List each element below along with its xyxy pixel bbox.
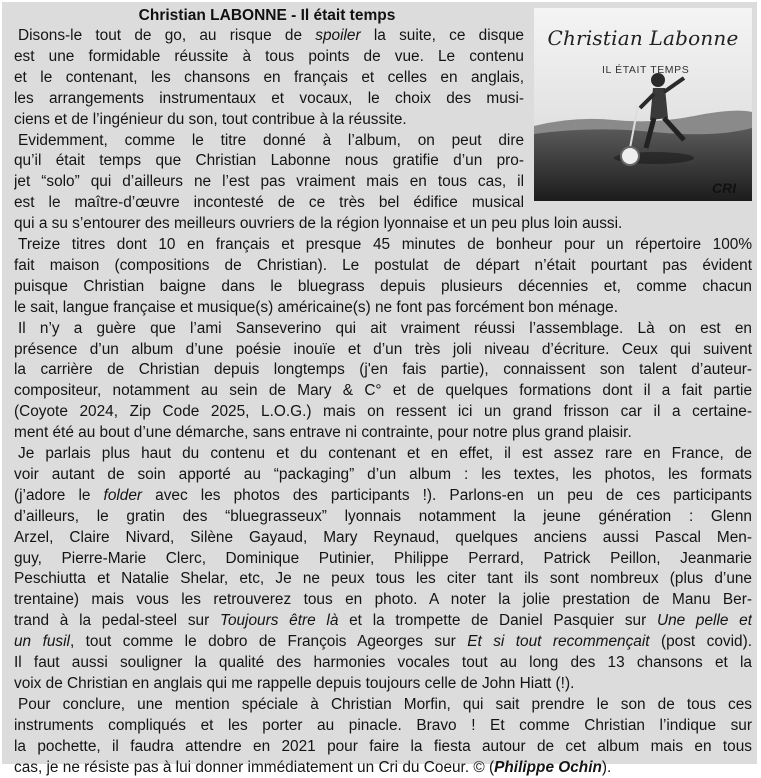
text-line: [14, 88, 524, 109]
text-run: le sait, langue française et musique(s) américaine(s) ne font pas forcément bon ménage.: [14, 298, 618, 316]
text-run: et la trompette de Daniel Pasquier sur: [338, 612, 657, 630]
text-run: (Coyote 2024, Zip Code 2025, L.O.G.) mais on ressent ici un grand frisson car il a certaine-: [14, 403, 752, 421]
text-line: [14, 548, 752, 569]
text-line: [14, 443, 752, 464]
text-line: [14, 46, 524, 67]
album-title: IL ÉTAIT TEMPS: [602, 64, 690, 76]
text-line: [14, 130, 524, 151]
text-line: [14, 673, 752, 694]
text-run: Disons-le tout de go, au risque de: [18, 27, 316, 44]
text-line: [14, 589, 752, 610]
text-run: Peschiutta et Natalie Shelar, etc, Je ne peux tous les citer tant ils sont nombreux (plus d’une: [14, 570, 752, 588]
text-line: [14, 67, 524, 88]
italic-text: Une pelle et: [656, 612, 752, 630]
text-run: avec les photos des participants !). Parlons-en un peu de ces participants: [142, 486, 752, 504]
italic-text: Toujours être là: [219, 612, 339, 630]
text-run: ciens et de l’ingénieur du son, tout contribue à la réussite.: [14, 110, 407, 128]
text-line: [14, 234, 752, 255]
text-line: [14, 736, 752, 757]
text-run: qu’il était temps que Christian Labonne nous gratifie d’un pro-: [14, 152, 524, 170]
text-run: qui a su s’entourer des meilleurs ouvriers de la région lyonnaise et un peu plus loin aussi.: [14, 215, 623, 233]
text-line: [14, 276, 752, 297]
text-run: et le contenant, les chansons en français et celles en anglais,: [14, 68, 524, 86]
text-line: [14, 109, 524, 130]
text-line: [14, 25, 524, 46]
text-run: instruments compliqués et les porter au pinacle. Bravo ! Et comme Christian l’indique sur: [14, 716, 752, 734]
text-run: d’ailleurs, le gratin des “bluegrasseux” lyonnais notamment la jeune génération : Glenn: [14, 507, 752, 525]
text-run: Arzel, Claire Nivard, Silène Gayaud, Mary Reynaud, quelques anciens aussi Pascal Men-: [14, 528, 752, 546]
text-run: trand à la pedal-steel sur: [14, 612, 220, 630]
text-run: (j’adore le: [14, 486, 104, 504]
text-line: [14, 527, 752, 548]
text-line: [14, 610, 752, 631]
text-run: la pochette, il faudra attendre en 2021 pour faire la fiesta autour de cet album mais en tous: [14, 737, 752, 755]
text-run: Evidemment, comme le titre donné à l’album, on peut dire: [18, 131, 524, 149]
italic-text: folder: [103, 486, 143, 504]
author-name: Philippe Ochin: [494, 758, 602, 776]
text-run: la carrière de Christian depuis longtemps (j'en fais partie), connaissent son talent d’auteur-: [14, 361, 752, 379]
text-run: Je parlais plus haut du contenu et du contenant et en effet, il est assez rare en France, de: [18, 445, 752, 462]
text-line: [14, 757, 752, 778]
text-run: voix de Christian en anglais qui me rappelle depuis toujours celle de John Hiatt (!).: [14, 674, 575, 692]
text-run: voir autant de soin apporté au “packaging” d’un album : les textes, les photos, les formats: [14, 465, 752, 483]
text-line: [14, 631, 752, 652]
italic-text: spoiler: [315, 27, 361, 44]
album-artist: Christian Labonne: [547, 26, 739, 50]
text-line: [14, 568, 752, 589]
article: [2, 2, 757, 776]
text-line: [14, 359, 752, 380]
text-run: Pour conclure, une mention spéciale à Christian Morfin, qui sait prendre le son de tous ces: [18, 695, 752, 713]
text-line: [14, 715, 752, 736]
text-run: fait maison (compositions de Christian). Le postulat de départ n’était pourtant pas évident: [14, 256, 752, 274]
album-cover: [534, 8, 752, 201]
text-run: la suite, ce disque: [360, 27, 524, 44]
text-run: trentaine) mais vous les retrouverez tous en photo. A noter la jolie prestation de Manu Ber-: [14, 591, 752, 609]
text-run: les arrangements instrumentaux et vocaux, le choix des musi-: [14, 89, 524, 107]
text-run: est le maître-d’œuvre incontesté de ce très bel édifice musical: [14, 194, 524, 212]
text-line: [14, 485, 752, 506]
text-run: est une formidable réussite à tous points de vue. Le contenu: [14, 47, 524, 65]
label-logo: CRI: [712, 180, 737, 196]
text-line: [14, 171, 524, 192]
text-line: [14, 694, 752, 715]
text-line: [14, 255, 752, 276]
italic-text: un fusil: [14, 633, 70, 651]
text-line: [14, 380, 752, 401]
text-line: [14, 401, 752, 422]
text-run: (post covid).: [649, 633, 752, 651]
text-run: , tout comme le dobro de François Ageorges sur: [69, 633, 468, 651]
text-line: [14, 192, 524, 213]
text-run: guy, Pierre-Marie Clerc, Dominique Putinier, Philippe Perrard, Patrick Peillon, Jeanmarie: [14, 549, 752, 567]
text-run: ).: [601, 758, 612, 776]
text-line: [14, 652, 752, 673]
text-line: [14, 213, 752, 234]
text-run: puisque Christian baigne dans le bluegrass depuis plusieurs décennies et, comme chacun: [14, 277, 752, 295]
text-run: ment été au bout d’une démarche, sans entrave ni contrainte, pour notre plus grand plaisir.: [14, 424, 632, 442]
text-run: jet “solo” qui d’ailleurs ne l’est pas vraiment mais en tous cas, il: [14, 173, 524, 191]
text-line: [14, 318, 752, 339]
text-run: Treize titres dont 10 en français et presque 45 minutes de bonheur pour un répertoire 100%: [18, 236, 752, 253]
italic-text: Et si tout recommençait: [467, 633, 650, 651]
text-line: [14, 422, 752, 443]
text-run: cas, je ne résiste pas à lui donner immédiatement un Cri du Coeur. © (: [14, 758, 495, 776]
text-run: présence d’un album d’une poésie inouïe et d’un très joli niveau d’écriture. Ceux qui suivent: [14, 340, 752, 358]
text-run: compositeur, notamment au sein de Mary & C° et de quelques formations dont il a fait partie: [14, 382, 752, 400]
text-line: [14, 506, 752, 527]
text-line: [14, 464, 752, 485]
text-run: Il n’y a guère que l’ami Sanseverino qui ait vraiment réussi l’assemblage. Là on est en: [18, 319, 752, 337]
text-line: [14, 150, 524, 171]
text-line: [14, 297, 752, 318]
article-title: Christian LABONNE - Il était temps: [138, 7, 396, 24]
text-run: Il faut aussi souligner la qualité des harmonies vocales tout au long des 13 chansons et la: [14, 654, 752, 671]
text-line: [14, 339, 752, 360]
